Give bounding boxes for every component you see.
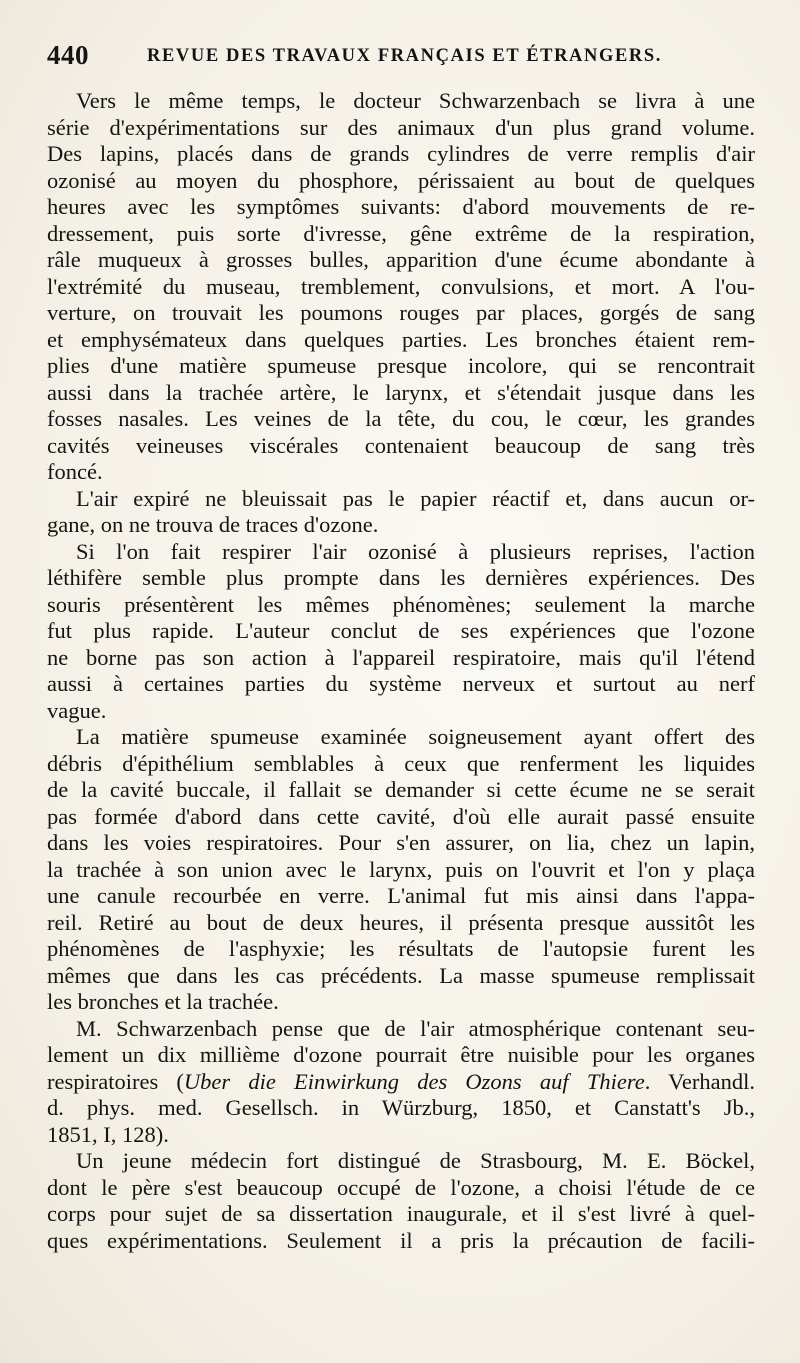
citation-line: d. phys. med. Gesellsch. in Würzburg, 1850, et Canstatt's Jb.,: [47, 1095, 755, 1120]
citation-line: [47, 1069, 755, 1096]
text-line: série d'expérimentations sur des animaux d'un plus grand volume.: [47, 114, 755, 140]
text-line: aussi dans la trachée artère, le larynx, et s'étendait jusque dans les: [47, 379, 755, 405]
text-line: Un jeune médecin fort distingué de Strasbourg, M. E. Böckel,: [76, 1148, 755, 1173]
text-line: cavités veineuses viscérales contenaient beaucoup de sang très: [47, 432, 755, 458]
text-line: débris d'épithélium semblables à ceux que renferment les liquides: [47, 750, 755, 776]
text-line: Des lapins, placés dans de grands cylindres de verre remplis d'air: [47, 141, 755, 166]
text-line: léthifère semble plus prompte dans les dernières expériences. Des: [47, 565, 755, 590]
citation-title: Uber die Einwirkung des Ozons auf Thiere: [183, 1068, 645, 1094]
body-text: [47, 88, 755, 1254]
text-line: lement un dix millième d'ozone pourrait être nuisible pour les organes: [47, 1042, 755, 1067]
text-line: souris présentèrent les mêmes phénomènes; seulement la marche: [47, 591, 755, 617]
text-line: les bronches et la trachée.: [47, 989, 279, 1014]
text-line: mêmes que dans les cas précédents. La masse spumeuse remplissait: [47, 962, 755, 988]
text-line: ozonisé au moyen du phosphore, périssaient au bout de quelques: [47, 167, 755, 193]
text-line: Vers le même temps, le docteur Schwarzenbach se livra à une: [76, 88, 755, 113]
text-line: la trachée à son union avec le larynx, puis on l'ouvrit et l'on y plaça: [47, 856, 755, 882]
text-line: une canule recourbée en verre. L'animal fut mis ainsi dans l'appa-: [47, 883, 755, 908]
text-line: verture, on trouvait les poumons rouges par places, gorgés de sang: [47, 300, 755, 325]
text-line: heures avec les symptômes suivants: d'abord mouvements de re-: [47, 194, 755, 219]
text-line: foncé.: [47, 459, 103, 484]
text-line: plies d'une matière spumeuse presque incolore, qui se rencontrait: [47, 353, 755, 378]
text-line: L'air expiré ne bleuissait pas le papier réactif et, dans aucun or-: [76, 485, 755, 511]
text-line: corps pour sujet de sa dissertation inaugurale, et il s'est livré à quel-: [47, 1201, 755, 1226]
page-number: 440: [47, 40, 89, 70]
text-line: pas formée d'abord dans cette cavité, d'où elle aurait passé ensuite: [47, 803, 755, 829]
text-line: Si l'on fait respirer l'air ozonisé à plusieurs reprises, l'action: [76, 538, 755, 564]
text-line: râle muqueux à grosses bulles, apparition d'une écume abondante à: [47, 247, 755, 272]
text-line: phénomènes de l'asphyxie; les résultats de l'autopsie furent les: [47, 936, 755, 961]
text-line: fut plus rapide. L'auteur conclut de ses expériences que l'ozone: [47, 618, 755, 643]
citation-pre: respiratoires (: [47, 1068, 184, 1094]
text-line: La matière spumeuse examinée soigneusement ayant offert des: [76, 724, 755, 749]
text-line: aussi à certaines parties du système nerveux et surtout au nerf: [47, 671, 755, 696]
text-line: fosses nasales. Les veines de la tête, du cou, le cœur, les grandes: [47, 406, 755, 431]
text-line: gane, on ne trouva de traces d'ozone.: [47, 512, 379, 537]
text-line: et emphysémateux dans quelques parties. Les bronches étaient rem-: [47, 326, 755, 352]
text-line: dressement, puis sorte d'ivresse, gêne extrême de la respiration,: [47, 220, 755, 246]
running-head: REVUE DES TRAVAUX FRANÇAIS ET ÉTRANGERS.: [147, 46, 662, 66]
text-line: reil. Retiré au bout de deux heures, il présenta presque aussitôt les: [47, 909, 755, 935]
page-header: [47, 40, 767, 70]
text-line: ques expérimentations. Seulement il a pris la précaution de facili-: [47, 1227, 755, 1253]
text-line: dans les voies respiratoires. Pour s'en assurer, on lia, chez un lapin,: [47, 830, 755, 855]
text-line: M. Schwarzenbach pense que de l'air atmosphérique contenant seu-: [76, 1015, 755, 1041]
text-line: vague.: [47, 697, 107, 723]
text-line: dont le père s'est beaucoup occupé de l'ozone, a choisi l'étude de ce: [47, 1174, 755, 1200]
citation-line: 1851, I, 128).: [47, 1121, 169, 1147]
text-line: de la cavité buccale, il fallait se demander si cette écume ne se serait: [47, 777, 755, 802]
text-line: l'extrémité du museau, tremblement, convulsions, et mort. A l'ou-: [47, 273, 755, 299]
text-line: ne borne pas son action à l'appareil respiratoire, mais qu'il l'étend: [47, 644, 755, 670]
citation-post: . Verhandl.: [644, 1068, 755, 1094]
